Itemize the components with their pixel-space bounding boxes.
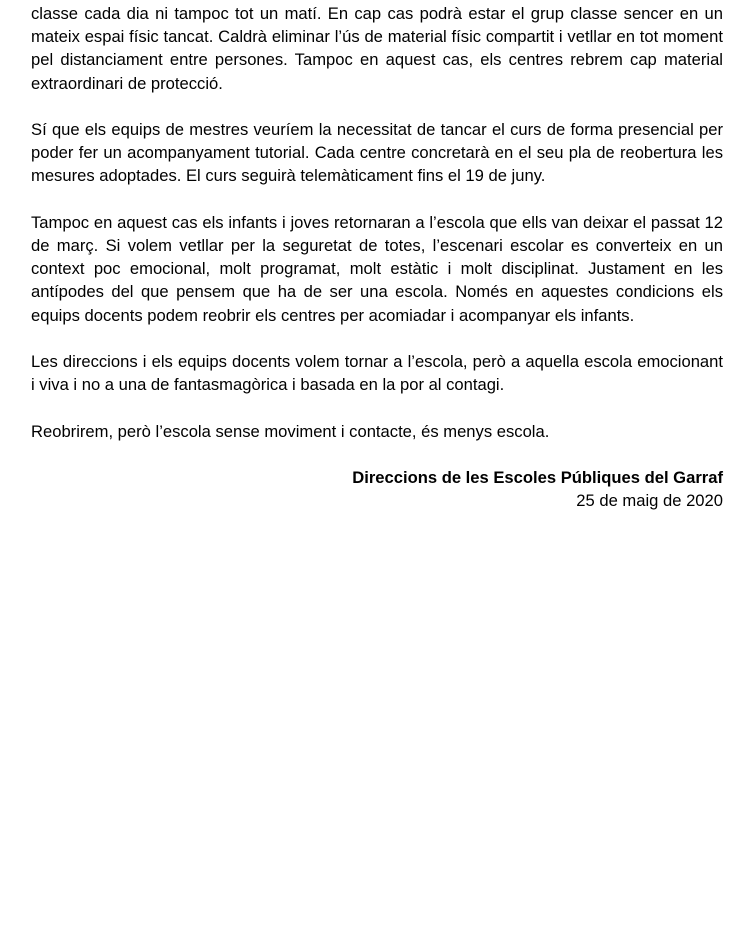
body-paragraph-3: Tampoc en aquest cas els infants i joves retornaran a l’escola que ells van deixar el passat 12 de març. Si volem vetllar per la seguretat de totes, l’escenari escolar es converteix en un context poc emocional, molt programat, molt estàtic i molt disciplinat. Justament en les antípodes del que pensem que ha de ser una escola. Només en aquestes condicions els equips docents podem reobrir els centres per acomiadar i acompanyar els infants.	[31, 212, 723, 325]
body-paragraph-4: Les direccions i els equips docents volem tornar a l’escola, però a aquella escola emocionant i viva i no a una de fantasmagòrica i basada en la por al contagi.	[31, 352, 723, 395]
document-page	[31, 0, 723, 512]
body-paragraph-5: Reobrirem, però l’escola sense moviment i contacte, és menys escola.	[31, 421, 550, 441]
body-paragraph-1: classe cada dia ni tampoc tot un matí. En cap cas podrà estar el grup classe sencer en un mateix espai físic tancat. Caldrà eliminar l’ús de material físic compartit i vetllar en tot moment pel distanciament entre persones. Tampoc en aquest cas, els centres rebrem cap material extraordinari de protecció.	[31, 4, 723, 93]
signature-date: 25 de maig de 2020	[576, 491, 723, 511]
body-paragraph-2: Sí que els equips de mestres veuríem la necessitat de tancar el curs de forma presencial per poder fer un acompanyament tutorial. Cada centre concretarà en el seu pla de reobertura les mesures adoptades. El curs seguirà telemàticament fins el 19 de juny.	[31, 120, 723, 186]
signature-name: Direccions de les Escoles Públiques del Garraf	[352, 467, 723, 487]
signature-block	[31, 466, 723, 512]
